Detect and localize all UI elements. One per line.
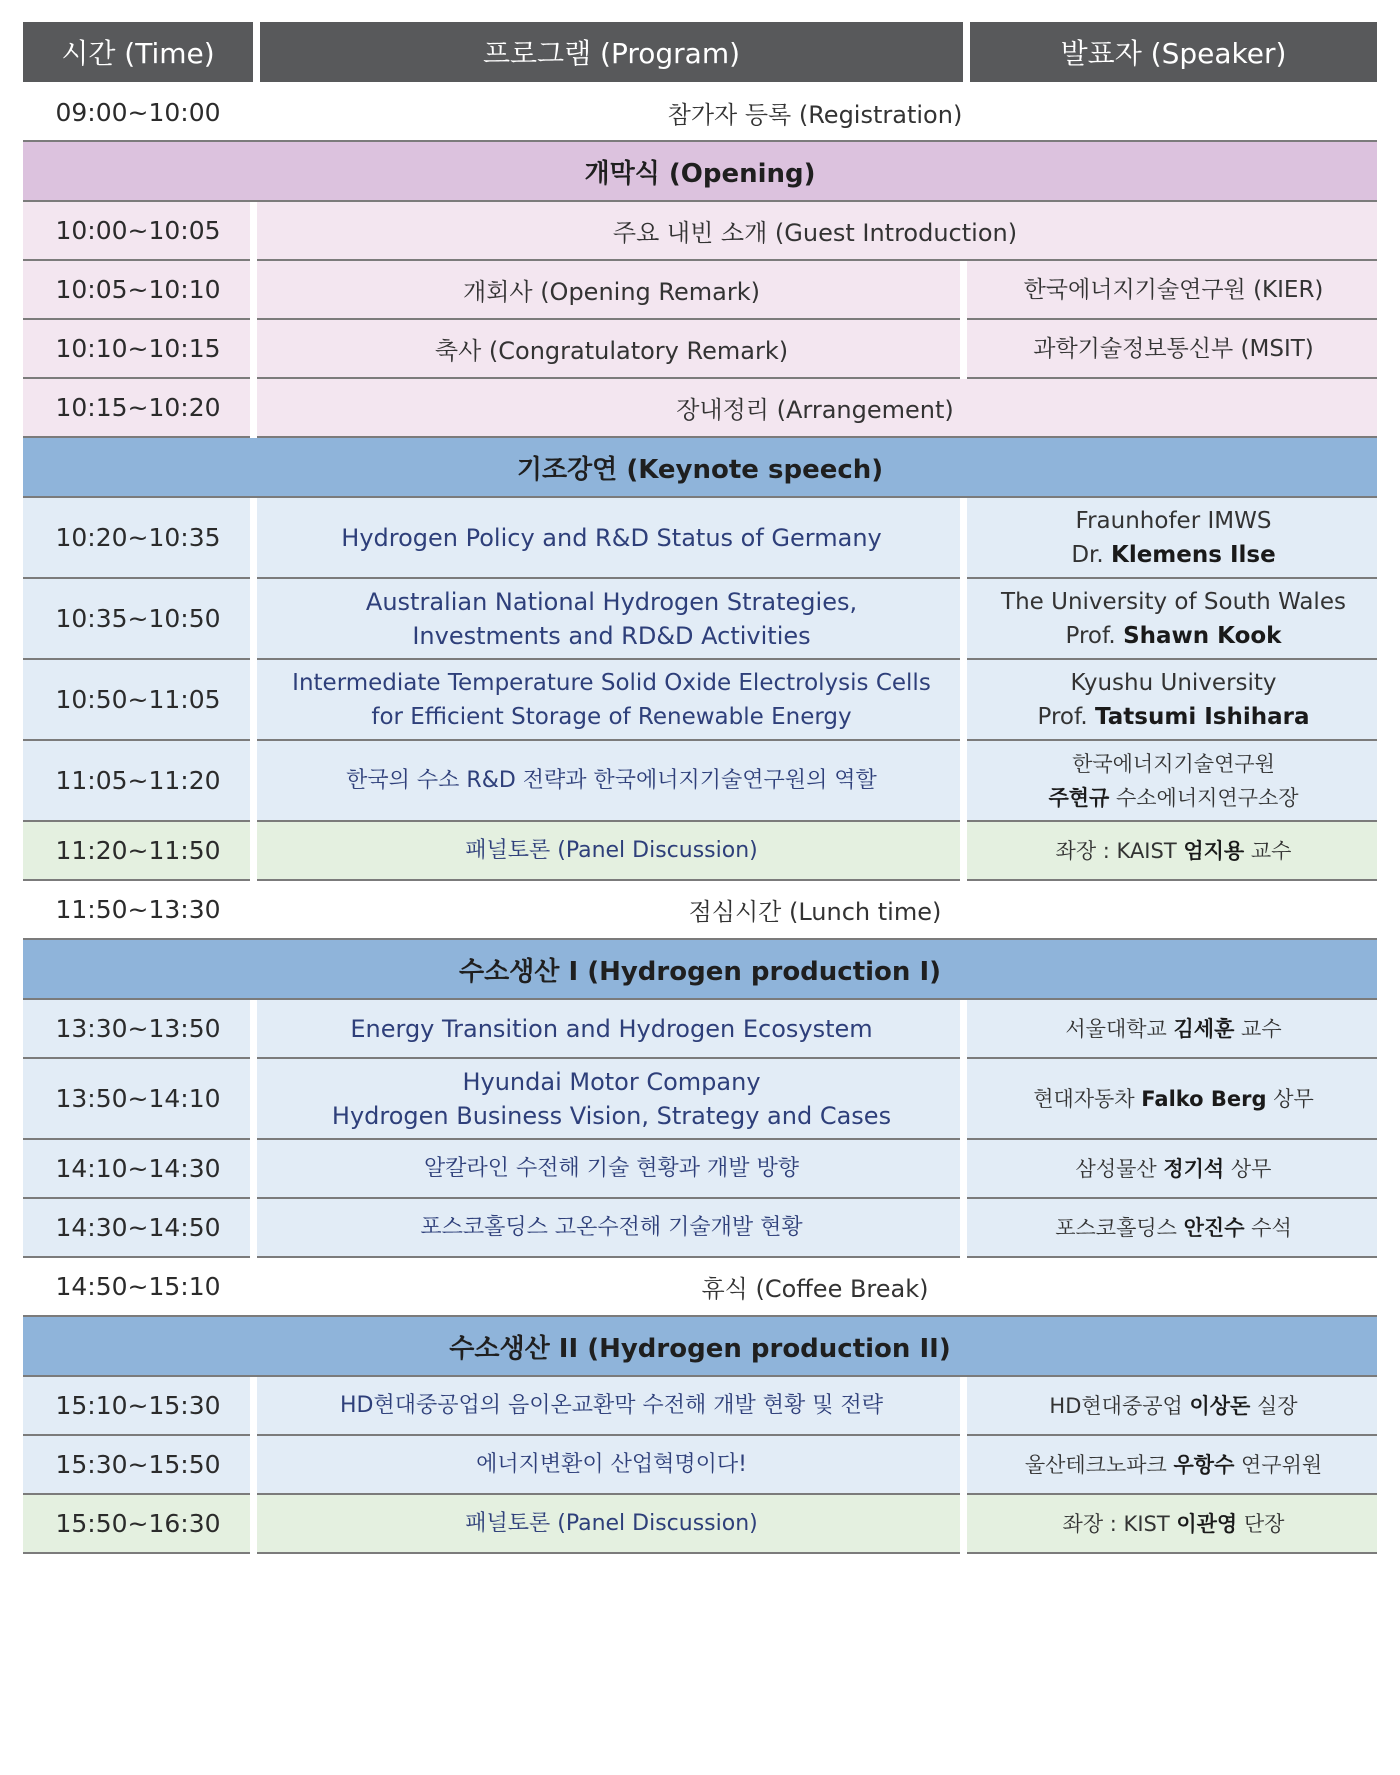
time-cell: 09:00~10:00 xyxy=(55,97,221,127)
program-line: Australian National Hydrogen Strategies, xyxy=(365,587,858,616)
row-production-1-4 xyxy=(23,1199,1377,1258)
schedule-table xyxy=(23,22,1377,1554)
speaker-position: 교수 xyxy=(1244,838,1292,863)
row-keynote-2 xyxy=(23,579,1377,660)
speaker-cell xyxy=(970,660,1377,739)
program-line: for Efficient Storage of Renewable Energy xyxy=(371,703,852,730)
program-cell: 축사 (Congratulatory Remark) xyxy=(260,320,963,377)
time-cell: 10:10~10:15 xyxy=(23,320,253,377)
program-cell: 주요 내빈 소개 (Guest Introduction) xyxy=(612,219,1018,247)
row-guest xyxy=(23,202,1377,261)
speaker-affiliation: 한국에너지기술연구원 xyxy=(1072,751,1275,776)
speaker-affiliation: 포스코홀딩스 xyxy=(1055,1215,1184,1240)
time-cell: 10:05~10:10 xyxy=(23,261,253,318)
program-line: Hyundai Motor Company xyxy=(462,1067,761,1096)
speaker-name: 엄지용 xyxy=(1183,838,1245,863)
program-cell: 점심시간 (Lunch time) xyxy=(688,898,942,926)
time-cell: 15:30~15:50 xyxy=(23,1436,253,1493)
speaker-title: Prof. xyxy=(1065,622,1124,649)
speaker-cell xyxy=(970,1000,1377,1057)
time-cell: 14:50~15:10 xyxy=(55,1272,221,1301)
speaker-cell xyxy=(970,1199,1377,1256)
time-cell: 11:20~11:50 xyxy=(23,822,253,879)
row-arrangement xyxy=(23,379,1377,438)
speaker-affiliation: The University of South Wales xyxy=(1001,588,1346,615)
row-registration xyxy=(23,84,1377,142)
speaker-affiliation: Kyushu University xyxy=(1070,669,1277,696)
time-cell: 14:10~14:30 xyxy=(23,1140,253,1197)
speaker-position: 수석 xyxy=(1244,1215,1292,1240)
speaker-position: 연구위원 xyxy=(1234,1452,1323,1477)
speaker-cell xyxy=(970,1436,1377,1493)
time-cell: 11:50~13:30 xyxy=(55,895,221,924)
speaker-name: 안진수 xyxy=(1183,1215,1245,1240)
speaker-cell xyxy=(970,498,1377,577)
row-coffee-break xyxy=(23,1258,1377,1317)
speaker-affiliation: 현대자동차 xyxy=(1033,1086,1142,1111)
header-time: 시간 (Time) xyxy=(23,22,253,82)
time-cell: 15:50~16:30 xyxy=(23,1495,253,1552)
speaker-position: 교수 xyxy=(1234,1016,1282,1041)
row-production-1-1 xyxy=(23,1000,1377,1059)
speaker-position: 실장 xyxy=(1250,1393,1298,1418)
speaker-title: Prof. xyxy=(1037,703,1096,730)
section-production-2: 수소생산 II (Hydrogen production II) xyxy=(23,1317,1377,1377)
row-keynote-4 xyxy=(23,741,1377,822)
row-keynote-1 xyxy=(23,498,1377,579)
row-production-1-3 xyxy=(23,1140,1377,1199)
program-line: Investments and RD&D Activities xyxy=(412,621,811,650)
program-cell: Energy Transition and Hydrogen Ecosystem xyxy=(260,1000,963,1057)
program-cell: 알칼라인 수전해 기술 현황과 개발 방향 xyxy=(260,1140,963,1197)
row-panel-1 xyxy=(23,822,1377,881)
time-cell: 10:35~10:50 xyxy=(23,579,253,658)
header-speaker: 발표자 (Speaker) xyxy=(970,22,1377,82)
time-cell: 13:50~14:10 xyxy=(23,1059,253,1138)
speaker-name: Shawn Kook xyxy=(1123,622,1282,649)
speaker-cell xyxy=(970,1495,1377,1552)
section-keynote: 기조강연 (Keynote speech) xyxy=(23,438,1377,498)
row-panel-2 xyxy=(23,1495,1377,1554)
speaker-name: 김세훈 xyxy=(1173,1016,1235,1041)
section-production-1: 수소생산 I (Hydrogen production I) xyxy=(23,940,1377,1000)
program-line: Hydrogen Business Vision, Strategy and Cases xyxy=(331,1101,892,1130)
speaker-cell xyxy=(970,822,1377,879)
time-cell: 10:20~10:35 xyxy=(23,498,253,577)
speaker-affiliation: HD현대중공업 xyxy=(1049,1393,1190,1418)
program-cell: 참가자 등록 (Registration) xyxy=(667,100,963,129)
speaker-name: 이관영 xyxy=(1176,1511,1238,1536)
speaker-position: 상무 xyxy=(1266,1086,1314,1111)
speaker-name: Klemens Ilse xyxy=(1111,541,1276,568)
speaker-cell: 과학기술정보통신부 (MSIT) xyxy=(1033,335,1314,362)
speaker-affiliation: 울산테크노파크 xyxy=(1024,1452,1174,1477)
time-cell: 10:15~10:20 xyxy=(23,379,253,436)
speaker-cell xyxy=(970,1140,1377,1197)
time-cell: 11:05~11:20 xyxy=(23,741,253,820)
speaker-name: Tatsumi Ishihara xyxy=(1095,703,1310,730)
row-opening-remark xyxy=(23,261,1377,320)
time-cell: 10:50~11:05 xyxy=(23,660,253,739)
program-cell: 장내정리 (Arrangement) xyxy=(676,396,954,424)
program-cell: Hydrogen Policy and R&D Status of Germany xyxy=(260,498,963,577)
program-cell: 포스코홀딩스 고온수전해 기술개발 현황 xyxy=(260,1199,963,1256)
speaker-name: 이상돈 xyxy=(1189,1393,1251,1418)
program-line: Intermediate Temperature Solid Oxide Electrolysis Cells xyxy=(292,669,931,696)
speaker-name: Falko Berg xyxy=(1141,1086,1267,1111)
table-header xyxy=(23,22,1377,82)
speaker-affiliation: 삼성물산 xyxy=(1075,1156,1164,1181)
program-cell: 에너지변환이 산업혁명이다! xyxy=(260,1436,963,1493)
speaker-cell: 한국에너지기술연구원 (KIER) xyxy=(1023,276,1324,303)
header-program: 프로그램 (Program) xyxy=(260,22,963,82)
speaker-cell xyxy=(970,1059,1377,1138)
program-cell xyxy=(260,1059,963,1138)
row-keynote-3 xyxy=(23,660,1377,741)
speaker-position: 단장 xyxy=(1237,1511,1285,1536)
speaker-cell xyxy=(970,579,1377,658)
program-cell: 패널토론 (Panel Discussion) xyxy=(260,822,963,879)
time-cell: 10:00~10:05 xyxy=(23,202,253,259)
speaker-cell xyxy=(970,1377,1377,1434)
program-cell xyxy=(260,579,963,658)
time-cell: 14:30~14:50 xyxy=(23,1199,253,1256)
time-cell: 15:10~15:30 xyxy=(23,1377,253,1434)
speaker-cell xyxy=(970,741,1377,820)
speaker-title: 좌장 : KAIST xyxy=(1055,838,1184,863)
row-production-1-2 xyxy=(23,1059,1377,1140)
speaker-affiliation: 서울대학교 xyxy=(1065,1016,1174,1041)
speaker-title: Dr. xyxy=(1071,541,1111,568)
time-cell: 13:30~13:50 xyxy=(23,1000,253,1057)
speaker-position: 상무 xyxy=(1224,1156,1272,1181)
row-lunch xyxy=(23,881,1377,940)
speaker-affiliation: Fraunhofer IMWS xyxy=(1075,507,1272,534)
program-cell: 휴식 (Coffee Break) xyxy=(701,1275,929,1303)
speaker-name: 우항수 xyxy=(1173,1452,1235,1477)
section-opening: 개막식 (Opening) xyxy=(23,142,1377,202)
program-cell: HD현대중공업의 음이온교환막 수전해 개발 현황 및 전략 xyxy=(260,1377,963,1434)
speaker-title: 수소에너지연구소장 xyxy=(1109,785,1299,810)
speaker-title: 좌장 : KIST xyxy=(1062,1511,1177,1536)
speaker-name: 정기석 xyxy=(1163,1156,1225,1181)
speaker-name: 주현규 xyxy=(1048,785,1110,810)
program-cell: 한국의 수소 R&D 전략과 한국에너지기술연구원의 역할 xyxy=(260,741,963,820)
program-cell xyxy=(260,660,963,739)
row-congratulatory xyxy=(23,320,1377,379)
program-cell: 개회사 (Opening Remark) xyxy=(260,261,963,318)
program-cell: 패널토론 (Panel Discussion) xyxy=(260,1495,963,1552)
row-production-2-2 xyxy=(23,1436,1377,1495)
row-production-2-1 xyxy=(23,1377,1377,1436)
